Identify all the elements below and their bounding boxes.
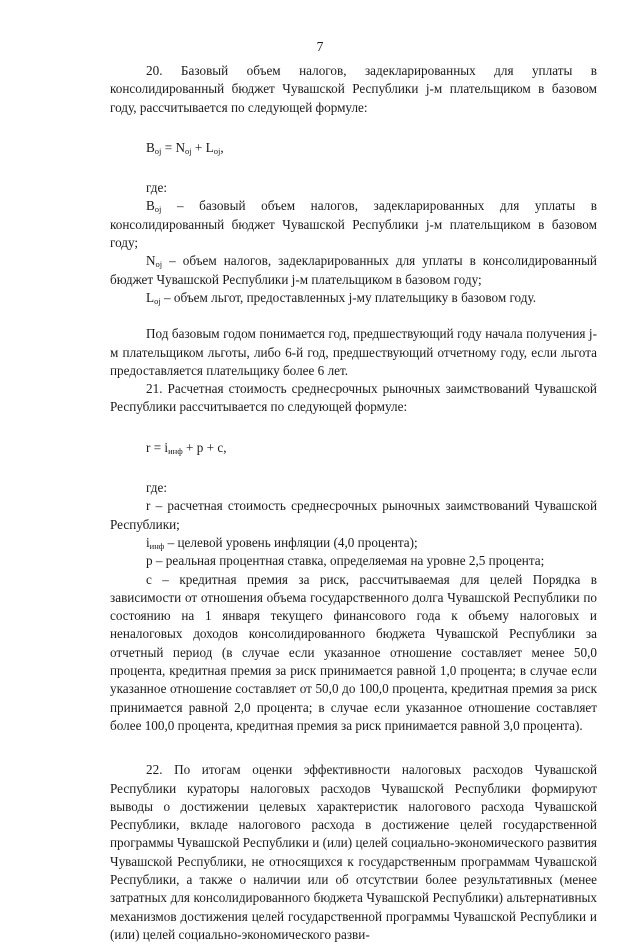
paragraph-22: 22. По итогам оценки эффективности налоговых расходов Чувашской Республики кураторы налоговых расходов Чувашской Республики формируют выводы о достижении целевых характеристик налогового расхода Чувашской Республики, вкладе налогового расхода в достижение целей государственной программы Чувашской Республики и (или) целей социально-экономического развития Чувашской Республики, не относящихся к государственным программам Чувашской Республики, а также о наличии или об отсутствии более результативных (менее затратных для консолидированного бюджета Чувашской Республики) альтернативных механизмов достижения целей государственной программы Чувашской Республики и (или) целей социально-экономического разви- [110,762,597,942]
definition-r: r – расчетная стоимость среднесрочных рыночных заимствований Чувашской Республики; [110,498,597,532]
definition-text: – целевой уровень инфляции (4,0 процента); [164,534,418,550]
definition-text: – объем льгот, предоставленных j-му плательщику в базовом году. [160,289,537,305]
formula-subscript: oj [184,145,192,156]
definition-symbol: L [146,289,155,305]
definition-subscript: oj [154,204,162,215]
formula-symbol: r = i [146,439,169,455]
formula-subscript: oj [154,145,162,156]
definition-subscript: инф [149,540,165,551]
formula-tail: + p + c, [182,439,227,455]
formula-punctuation: , [220,139,224,155]
page-content [110,62,597,944]
page-number: 7 [316,39,324,54]
formula-subscript: инф [168,445,183,456]
definition-symbol: i [146,534,150,550]
formula-base-volume [110,139,597,157]
where-label: где: [146,480,167,496]
formula-symbol: L [205,139,214,155]
definition-subscript: oj [155,259,163,270]
definition-l [110,289,597,307]
definition-text: – объем налогов, задекларированных для уплаты в консолидированный бюджет Чувашской Республики j-м плательщиком в базовом году; [110,253,597,287]
formula-subscript: oj [213,145,221,156]
definition-subscript: oj [154,295,161,306]
formula-symbol: N [175,139,185,155]
definition-b [110,197,597,252]
formula-borrowing-cost [110,439,597,457]
definition-text: – базовый объем налогов, задекларированных для уплаты в консолидированный бюджет Чувашской Республики j-м плательщиком в базовом году; [110,198,597,251]
definition-c: c – кредитная премия за риск, рассчитываемая для целей Порядка в зависимости от отношения объема государственного долга Чувашской Республики по состоянию на 1 января текущего финансового года к объему налоговых и неналоговых доходов консолидированного бюджета Чувашской Республики за отчетный период (в случае если указанное отношение составляет менее 50,0 процента, кредитная премия за риск принимается равной 1,0 процента; в случае если указанное отношение составляет от 50,0 до 100,0 процента, кредитная премия за риск принимается равной 2,0 процента; в случае если указанное отношение составляет более 100,0 процента, кредитная премия за риск принимается равной 3,0 процента). [110,571,597,733]
definition-symbol: N [146,253,156,269]
definition-i [110,534,597,552]
where-label: где: [146,180,167,196]
definition-n [110,252,597,289]
definition-symbol: B [146,198,155,214]
formula-operator: = [161,139,176,155]
definition-p: p – реальная процентная ставка, определяемая на уровне 2,5 процента; [146,553,545,569]
formula-symbol: B [146,139,155,155]
formula-operator: + [191,139,206,155]
base-year-paragraph: Под базовым годом понимается год, предшествующий году начала получения j-м плательщиком льготы, либо 6-й год, предшествующий отчетному году, если льгота предоставляется плательщику более 6 лет. [110,326,597,378]
paragraph-20-intro: 20. Базовый объем налогов, задекларированных для уплаты в консолидированный бюджет Чувашской Республики j-м плательщиком в базовом году, рассчитывается по следующей формуле: [110,63,597,115]
paragraph-21-intro: 21. Расчетная стоимость среднесрочных рыночных заимствований Чувашской Республики рассчитывается по следующей формуле: [110,381,597,415]
